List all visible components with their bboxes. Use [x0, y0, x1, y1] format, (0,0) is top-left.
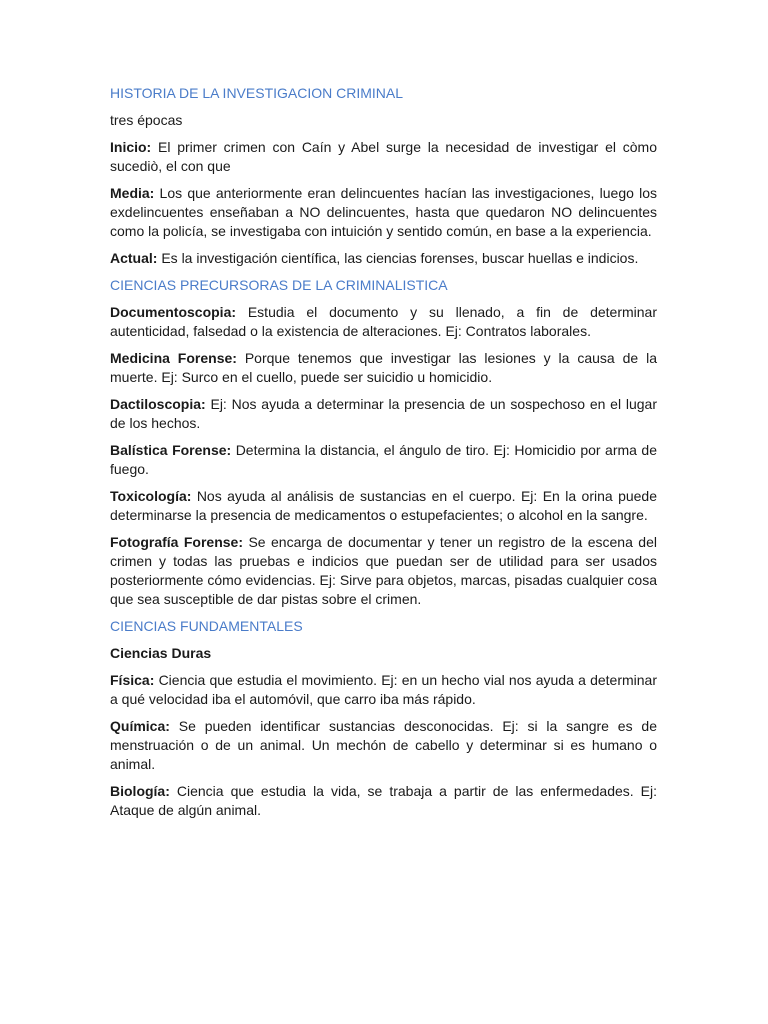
term-description: Estudia el documento y su llenado, a fin de determinar autenticidad, falsedad o la existencia de alteraciones. Ej: Contratos laborales.: [110, 304, 657, 339]
paragraph-medicina-forense: [110, 349, 657, 387]
term-description: Se encarga de documentar y tener un registro de la escena del crimen y todas las pruebas e indicios que puedan ser de utilidad para ser usados posteriormente cómo evidencias. Ej: Sirve para objetos, marcas, pisadas cualquier cosa que sea susceptible de dar pistas sobre el crimen.: [110, 534, 657, 607]
term-label: Media:: [110, 185, 155, 201]
term-description: Nos ayuda al análisis de sustancias en el cuerpo. Ej: En la orina puede determinarse la presencia de medicamentos o estupefacientes; o alcohol en la sangre.: [110, 488, 657, 523]
paragraph-balistica-forense: [110, 441, 657, 479]
paragraph-biologia: [110, 782, 657, 820]
term-label: Toxicología:: [110, 488, 192, 504]
term-label: Fotografía Forense:: [110, 534, 244, 550]
term-description: Es la investigación científica, las ciencias forenses, buscar huellas e indicios.: [157, 250, 639, 266]
intro-text: tres épocas: [110, 112, 183, 128]
term-description: Ej: Nos ayuda a determinar la presencia de un sospechoso en el lugar de los hechos.: [110, 396, 657, 431]
term-label: Química:: [110, 718, 170, 734]
term-description: Ciencia que estudia la vida, se trabaja a partir de las enfermedades. Ej: Ataque de algún animal.: [110, 783, 657, 818]
paragraph-actual: [110, 249, 657, 268]
term-label: Documentoscopia:: [110, 304, 237, 320]
document-page: [110, 84, 657, 828]
paragraph-inicio: [110, 138, 657, 176]
section-heading-historia: HISTORIA DE LA INVESTIGACION CRIMINAL: [110, 85, 404, 101]
paragraph-documentoscopia: [110, 303, 657, 341]
section-heading-fundamentales: CIENCIAS FUNDAMENTALES: [110, 618, 303, 634]
term-label: Medicina Forense:: [110, 350, 237, 366]
subheading-ciencias-duras: Ciencias Duras: [110, 645, 212, 661]
term-description: Ciencia que estudia el movimiento. Ej: en un hecho vial nos ayuda a determinar a qué velocidad iba el automóvil, que carro iba más rápido.: [110, 672, 657, 707]
term-description: El primer crimen con Caín y Abel surge la necesidad de investigar el còmo sucediò, el con que: [110, 139, 657, 174]
term-description: Determina la distancia, el ángulo de tiro. Ej: Homicidio por arma de fuego.: [110, 442, 657, 477]
term-description: Porque tenemos que investigar las lesiones y la causa de la muerte. Ej: Surco en el cuello, puede ser suicidio u homicidio.: [110, 350, 657, 385]
term-label: Biología:: [110, 783, 170, 799]
paragraph-dactiloscopia: [110, 395, 657, 433]
term-label: Física:: [110, 672, 155, 688]
paragraph-quimica: [110, 717, 657, 774]
term-label: Balística Forense:: [110, 442, 232, 458]
term-description: Los que anteriormente eran delincuentes hacían las investigaciones, luego los exdelincuentes enseñaban a NO delincuentes, hasta que quedaron NO delincuentes como la policía, se investigaba con intuición y sentido común, en base a la experiencia.: [110, 185, 657, 239]
paragraph-fotografia-forense: [110, 533, 657, 609]
term-description: Se pueden identificar sustancias desconocidas. Ej: si la sangre es de menstruación o de un animal. Un mechón de cabello y determinar si es humano o animal.: [110, 718, 657, 772]
term-label: Actual:: [110, 250, 158, 266]
paragraph-media: [110, 184, 657, 241]
term-label: Dactiloscopia:: [110, 396, 206, 412]
paragraph-toxicologia: [110, 487, 657, 525]
term-label: Inicio:: [110, 139, 152, 155]
section-heading-precursoras: CIENCIAS PRECURSORAS DE LA CRIMINALISTICA: [110, 277, 448, 293]
paragraph-fisica: [110, 671, 657, 709]
